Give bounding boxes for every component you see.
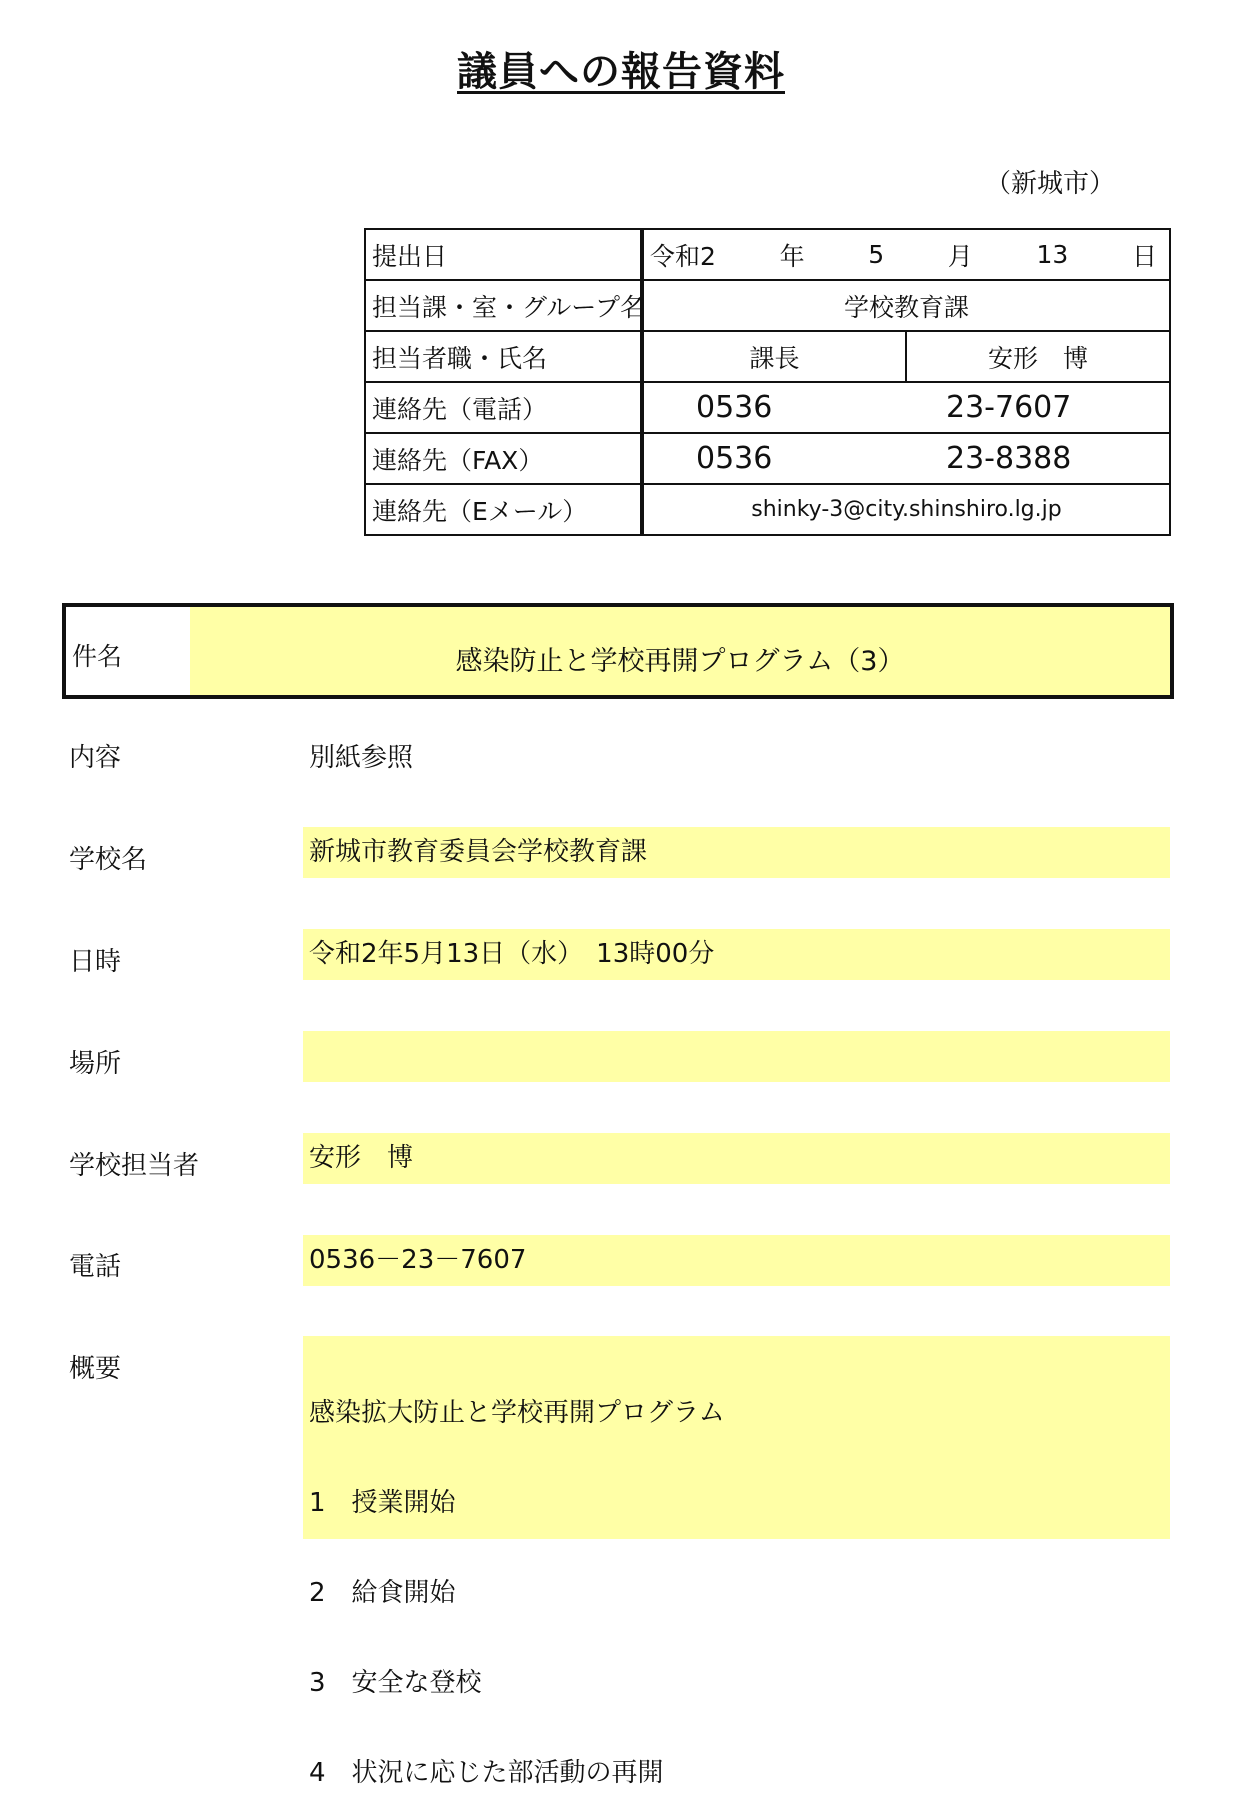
fax-label: 連絡先（FAX） [365,433,642,484]
summary-line: 感染拡大防止と学校再開プログラム [309,1398,725,1428]
fax-area: 0536 [696,441,773,476]
subject-label: 件名 [66,607,190,695]
position-value: 課長 [642,331,906,382]
dept-label: 担当課・室・グループ名 [365,280,642,331]
summary-value [303,1336,1170,1788]
table-row [365,229,1170,280]
tel-value: 0536－23－7607 [303,1235,1170,1286]
email-label: 連絡先（Eメール） [365,484,642,535]
summary-line: 3 安全な登校 [309,1668,482,1698]
person-name-value: 安形 博 [906,331,1170,382]
person-label: 担当者職・氏名 [365,331,642,382]
dept-value: 学校教育課 [642,280,1170,331]
datetime-value: 令和2年5月13日（水） 13時00分 [303,929,1170,980]
school-label: 学校名 [69,845,148,875]
tel-label: 電話 [69,1252,122,1282]
document-title: 議員への報告資料 [457,49,785,95]
datetime-label: 日時 [69,947,122,977]
summary-label: 概要 [69,1354,122,1384]
summary-line: 4 状況に応じた部活動の再開 [309,1758,664,1788]
fax-number: 23-8388 [946,441,1072,476]
email-value: shinky-3@city.shinshiro.lg.jp [642,484,1170,535]
contact-value: 安形 博 [303,1133,1170,1184]
school-value: 新城市教育委員会学校教育課 [303,827,1170,878]
place-label: 場所 [69,1049,122,1079]
summary-line: 1 授業開始 [309,1488,456,1518]
submission-date [642,229,1170,280]
phone-number: 23-7607 [946,390,1072,425]
subject-value: 感染防止と学校再開プログラム（3） [455,646,905,677]
date-day-unit: 日 [1131,241,1157,271]
date-month-unit: 月 [947,241,973,271]
subject-box [62,603,1174,699]
phone-area: 0536 [696,390,773,425]
date-year-unit: 年 [779,241,805,271]
phone-value [642,382,1170,433]
fax-value [642,433,1170,484]
table-row [365,484,1170,535]
table-row [365,433,1170,484]
date-label: 提出日 [365,229,642,280]
date-era: 令和2 [650,241,716,271]
contact-label: 学校担当者 [69,1151,200,1181]
content-value: 別紙参照 [309,743,414,773]
date-month: 5 [868,240,885,269]
submission-info-table [364,228,1171,536]
summary-line: 2 給食開始 [309,1578,456,1608]
phone-label: 連絡先（電話） [365,382,642,433]
city-name: （新城市） [985,169,1116,199]
date-day: 13 [1036,240,1069,269]
table-row [365,331,1170,382]
place-value [303,1031,1170,1082]
table-row [365,280,1170,331]
content-label: 内容 [69,743,122,773]
table-row [365,382,1170,433]
